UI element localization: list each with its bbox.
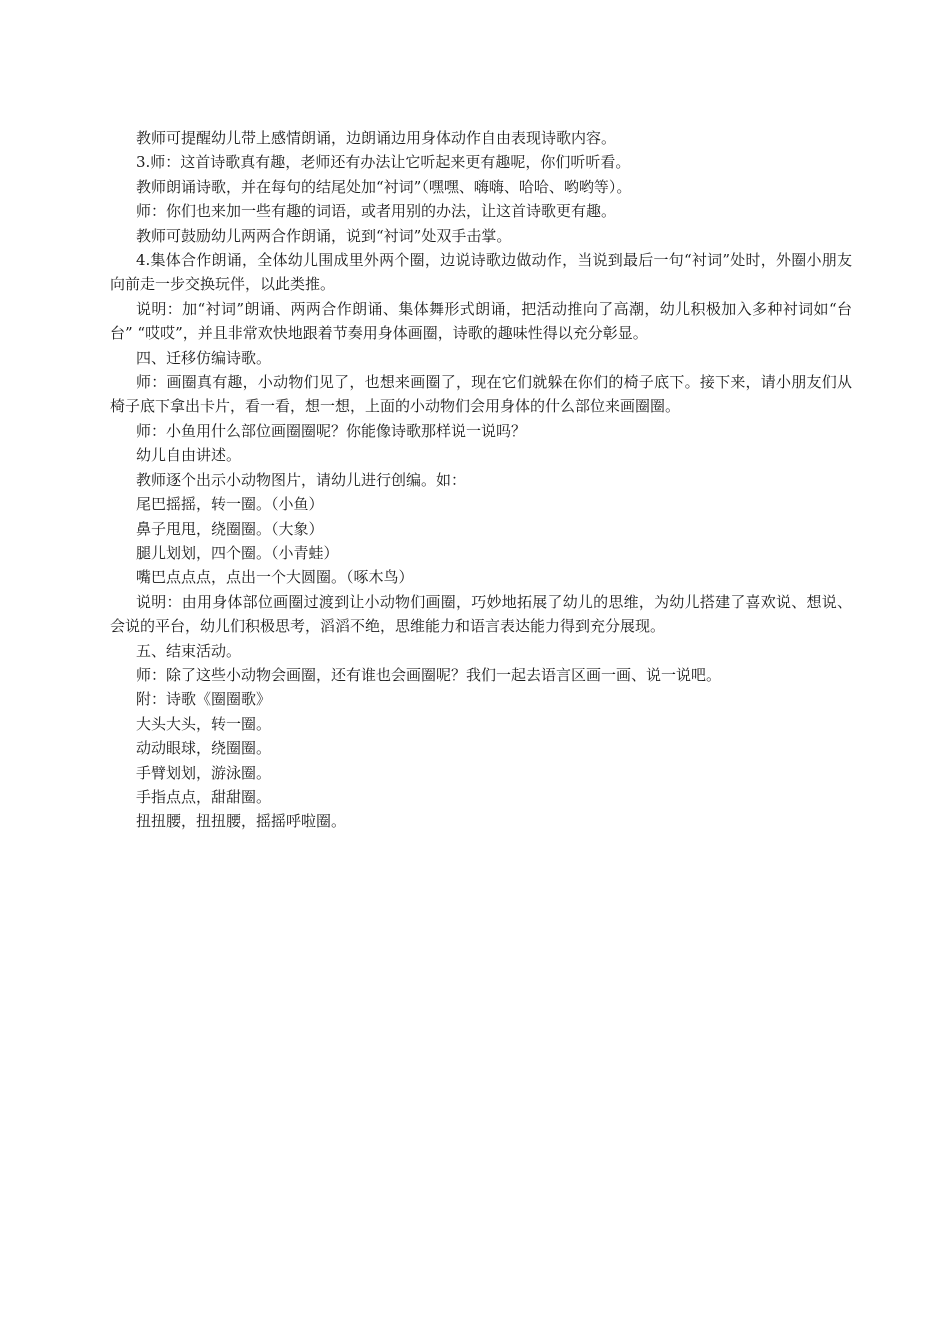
poem-line: 扭扭腰，扭扭腰，摇摇呼啦圈。	[136, 812, 347, 831]
poem-line: 手臂划划，游泳圈。	[136, 763, 272, 782]
paragraph: 说明：加“衬词”朗诵、两两合作朗诵、集体舞形式朗诵，把活动推向了高潮，幼儿积极加入多种衬词如“台台” “哎哎”，并且非常欢快地跟着节奏用身体画圈，诗歌的趣味性得以充分彰显。	[110, 299, 852, 343]
example-line: 嘴巴点点点，点出一个大圆圈。（啄木鸟）	[136, 568, 414, 587]
poem-title: 附：诗歌《圈圈歌》	[136, 690, 272, 709]
poem-line: 动动眼球，绕圈圈。	[136, 739, 272, 758]
paragraph: 教师可鼓励幼儿两两合作朗诵，说到“衬词”处双手击掌。	[136, 226, 512, 245]
paragraph: 教师可提醒幼儿带上感情朗诵，边朗诵边用身体动作自由表现诗歌内容。	[136, 129, 617, 147]
example-line: 尾巴摇摇，转一圈。（小鱼）	[136, 495, 324, 514]
paragraph: 师：画圈真有趣，小动物们见了，也想来画圈了，现在它们就躲在你们的椅子底下。接下来，请小朋友们从椅子底下拿出卡片，看一看，想一想，上面的小动物们会用身体的什么部位来画圈圈。	[110, 373, 852, 416]
poem-line: 大头大头，转一圈。	[136, 714, 272, 733]
section-heading: 四、迁移仿编诗歌。	[136, 348, 272, 367]
example-line: 鼻子甩甩，绕圈圈。（大象）	[136, 519, 324, 538]
example-line: 腿儿划划，四个圈。（小青蛙）	[136, 543, 339, 562]
document-body	[110, 126, 852, 834]
paragraph: 师：除了这些小动物会画圈，还有谁也会画圈呢？我们一起去语言区画一画、说一说吧。	[136, 665, 722, 684]
section-heading: 五、结束活动。	[136, 641, 242, 660]
paragraph: 师：小鱼用什么部位画圈圈呢？你能像诗歌那样说一说吗？	[136, 421, 527, 440]
paragraph: 3.师：这首诗歌真有趣，老师还有办法让它听起来更有趣呢，你们听听看。	[136, 153, 631, 172]
poem-line: 手指点点，甜甜圈。	[136, 787, 272, 806]
paragraph: 教师逐个出示小动物图片，请幼儿进行创编。如：	[136, 470, 467, 489]
paragraph: 师：你们也来加一些有趣的词语，或者用别的办法，让这首诗歌更有趣。	[136, 202, 617, 221]
paragraph: 4.集体合作朗诵，全体幼儿围成里外两个圈，边说诗歌边做动作，当说到最后一句“衬词”处时，外圈小朋友向前走一步交换玩伴，以此类推。	[110, 251, 852, 294]
paragraph: 说明：由用身体部位画圈过渡到让小动物们画圈，巧妙地拓展了幼儿的思维，为幼儿搭建了喜欢说、想说、会说的平台，幼儿们积极思考，滔滔不绝，思维能力和语言表达能力得到充分展现。	[110, 592, 852, 636]
paragraph: 教师朗诵诗歌，并在每句的结尾处加“衬词”（嘿嘿、嗨嗨、哈哈、哟哟等）。	[136, 177, 632, 196]
paragraph: 幼儿自由讲述。	[136, 446, 242, 465]
